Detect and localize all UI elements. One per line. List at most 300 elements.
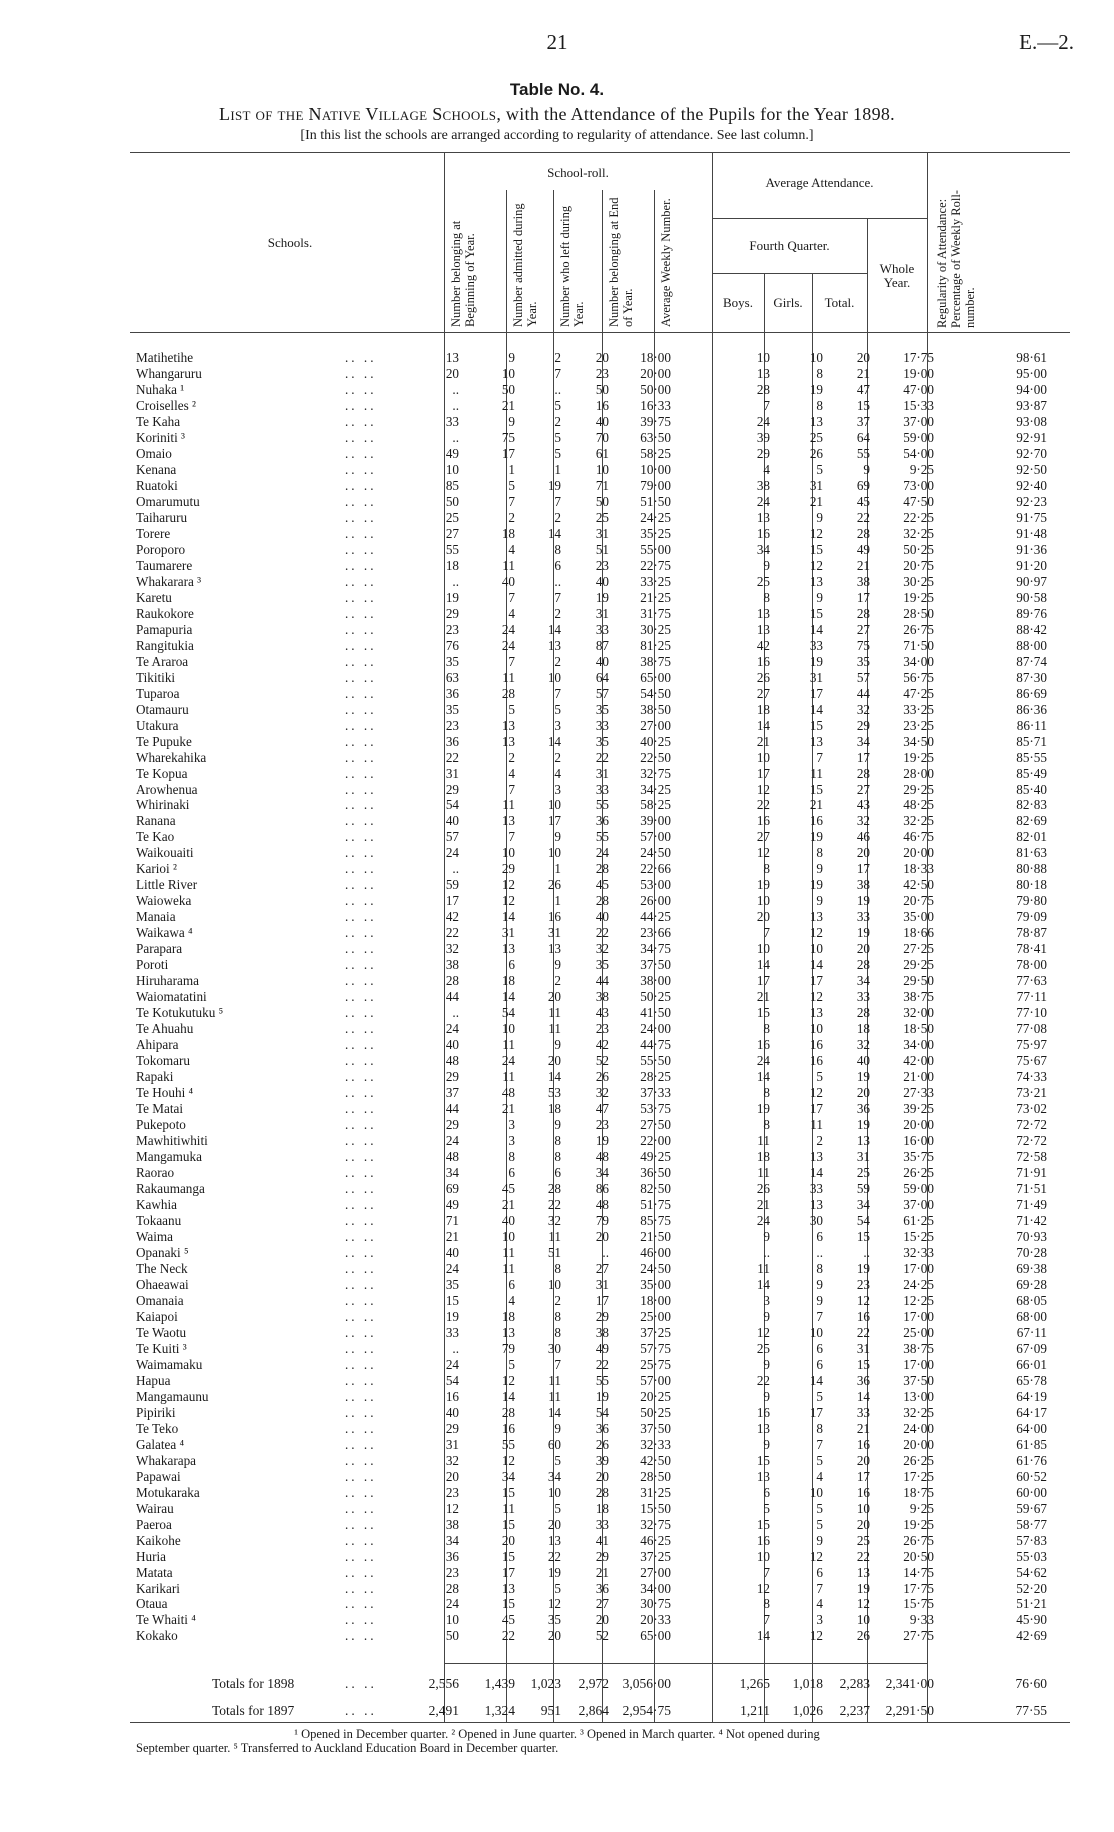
table-cell: 5: [508, 477, 515, 493]
table-cell: 24·00: [640, 1021, 671, 1037]
table-row: [0, 1181, 1114, 1197]
table-cell: 12: [809, 925, 823, 941]
table-cell: 39: [595, 1452, 609, 1468]
table-cell: 13: [809, 413, 823, 429]
table-cell: 12: [856, 1596, 870, 1612]
table-cell: 26·25: [903, 1165, 934, 1180]
table-cell: 37·33: [640, 1085, 671, 1101]
table-cell: 78·00: [1016, 957, 1047, 973]
table-cell: 21·50: [640, 1228, 671, 1244]
totals-cell: 2,556: [428, 1676, 459, 1691]
school-name: Waioweka: [136, 893, 192, 909]
table-cell: 10: [809, 1324, 823, 1340]
table-cell: 13: [756, 366, 770, 381]
table-cell: 55: [856, 445, 870, 461]
table-cell: 32: [856, 813, 870, 829]
table-cell: 4: [508, 541, 515, 557]
table-cell: 36: [445, 733, 459, 749]
table-cell: 91·48: [1016, 525, 1047, 541]
table-row: [0, 861, 1114, 877]
table-cell: 22: [595, 1356, 609, 1372]
table-row: [0, 718, 1114, 734]
table-cell: 19·25: [903, 749, 934, 765]
table-cell: 59: [856, 1181, 870, 1196]
table-cell: 32: [856, 701, 870, 717]
table-row: [0, 957, 1114, 973]
table-cell: 33: [595, 621, 609, 637]
table-cell: 15·75: [903, 1596, 934, 1612]
table-cell: 40: [595, 573, 609, 589]
table-cell: 20: [547, 989, 561, 1005]
table-cell: 31: [595, 605, 609, 621]
table-row: [0, 462, 1114, 478]
table-cell: 12: [809, 1085, 823, 1101]
table-row: [0, 1357, 1114, 1373]
table-cell: 20: [756, 909, 770, 925]
table-row: [0, 1612, 1114, 1628]
table-row: [0, 1421, 1114, 1437]
table-cell: 15: [756, 1452, 770, 1468]
table-cell: 37·50: [903, 1372, 934, 1388]
table-cell: 67·09: [1016, 1340, 1047, 1356]
table-cell: 14: [547, 1404, 561, 1420]
table-cell: 55·03: [1016, 1548, 1047, 1564]
table-cell: 16: [445, 1388, 459, 1404]
table-cell: 11: [502, 557, 515, 573]
table-row: [0, 1341, 1114, 1357]
school-name: Poroti: [136, 957, 169, 973]
table-cell: 21: [856, 1420, 870, 1436]
school-name: Karetu: [136, 589, 172, 605]
table-cell: 27: [756, 685, 770, 701]
table-cell: 22: [856, 509, 870, 525]
header-boys: Boys.: [723, 295, 753, 310]
table-cell: 9: [763, 1356, 770, 1372]
leader-dots: .. ..: [345, 749, 377, 765]
leader-dots: .. ..: [345, 989, 377, 1005]
table-cell: 15·25: [903, 1228, 934, 1244]
leader-dots: .. ..: [345, 1372, 377, 1388]
table-row: [0, 1469, 1114, 1485]
header-number-admitted: Number admitted during Year.: [511, 203, 539, 327]
table-cell: 22: [547, 1196, 561, 1212]
school-name: Te Kuiti ³: [136, 1340, 187, 1356]
table-cell: 24·25: [640, 509, 671, 525]
table-cell: 15·50: [640, 1500, 671, 1516]
table-cell: 28·25: [640, 1069, 671, 1085]
table-cell: 30: [547, 1340, 561, 1356]
table-cell: 10: [809, 1021, 823, 1037]
header-bottom-rule: [130, 332, 1070, 333]
leader-dots: .. ..: [345, 1021, 377, 1037]
table-cell: 21·00: [903, 1069, 934, 1085]
table-cell: 43: [595, 1005, 609, 1021]
table-cell: 8: [554, 1308, 561, 1324]
table-cell: ..: [452, 1340, 459, 1356]
table-cell: 12: [501, 1372, 515, 1388]
table-cell: 14: [856, 1388, 870, 1404]
school-name: Utakura: [136, 717, 179, 733]
table-cell: 13·00: [903, 1388, 934, 1404]
table-cell: 33: [809, 1181, 823, 1196]
header-number-end: Number belonging at End of Year.: [607, 197, 635, 327]
table-cell: 15: [501, 1484, 515, 1500]
table-cell: 9·25: [909, 1500, 934, 1516]
table-cell: 20: [547, 1053, 561, 1069]
table-cell: 4: [508, 605, 515, 621]
school-name: Te Kao: [136, 829, 175, 845]
table-cell: 75: [501, 429, 515, 445]
table-subtitle: [0, 104, 1114, 125]
table-cell: 44: [445, 1101, 459, 1117]
table-cell: 4: [816, 1468, 823, 1484]
table-cell: 9: [508, 350, 515, 365]
totals-cell: 1,439: [484, 1676, 515, 1691]
table-cell: 10: [547, 1276, 561, 1292]
table-row: [0, 1149, 1114, 1165]
table-cell: 19: [595, 589, 609, 605]
table-cell: 31·75: [640, 605, 671, 621]
table-cell: 82·50: [640, 1181, 671, 1196]
table-cell: 23: [595, 557, 609, 573]
table-cell: 4: [508, 1292, 515, 1308]
table-cell: 35: [547, 1612, 561, 1628]
table-cell: 22: [756, 797, 770, 813]
table-cell: 16: [756, 525, 770, 541]
table-cell: 45·90: [1016, 1612, 1047, 1628]
table-cell: 22·75: [640, 557, 671, 573]
table-cell: 26: [856, 1628, 870, 1644]
arrangement-note: [In this list the schools are arranged according to regularity of attendance. See last column.]: [300, 128, 814, 143]
table-cell: 19: [756, 877, 770, 893]
totals-cell: 3,056·00: [622, 1676, 671, 1691]
totals-cell: 2,954·75: [622, 1703, 671, 1718]
header-number-left: Number who left during Year.: [558, 205, 586, 327]
table-cell: 37·50: [640, 1420, 671, 1436]
table-cell: 31: [856, 1340, 870, 1356]
table-cell: 28·50: [903, 605, 934, 621]
table-cell: 30·75: [640, 1596, 671, 1612]
leader-dots: .. ..: [345, 1612, 377, 1628]
table-cell: 33·25: [903, 701, 934, 717]
table-cell: 16: [595, 397, 609, 413]
totals-row: [0, 1675, 1114, 1693]
table-cell: 9·33: [909, 1612, 934, 1628]
totals-cell: 1,265: [739, 1676, 770, 1691]
table-cell: 16: [756, 1532, 770, 1548]
table-cell: 6: [508, 1165, 515, 1180]
table-cell: 18: [756, 701, 770, 717]
table-cell: 11: [502, 1069, 515, 1085]
table-cell: 33: [445, 1324, 459, 1340]
table-cell: 27: [595, 1596, 609, 1612]
table-row: [0, 1261, 1114, 1277]
table-cell: 28: [501, 685, 515, 701]
table-cell: 33: [595, 717, 609, 733]
table-cell: 57: [595, 685, 609, 701]
table-cell: ..: [452, 397, 459, 413]
table-cell: 86·36: [1016, 701, 1047, 717]
table-cell: 22·25: [903, 509, 934, 525]
table-cell: 32: [445, 1452, 459, 1468]
table-cell: 29: [595, 1308, 609, 1324]
table-cell: 26: [595, 1436, 609, 1452]
table-cell: 30: [809, 1212, 823, 1228]
table-cell: 2: [554, 413, 561, 429]
table-cell: 19·25: [903, 1516, 934, 1532]
table-cell: 11: [502, 1244, 515, 1260]
table-cell: 19·00: [903, 366, 934, 381]
table-cell: 55·00: [640, 541, 671, 557]
table-cell: 10: [809, 350, 823, 365]
leader-dots: .. ..: [345, 1564, 377, 1580]
table-cell: 57·83: [1016, 1532, 1047, 1548]
table-cell: 34·50: [903, 733, 934, 749]
table-cell: 24: [445, 1021, 459, 1037]
table-cell: 5: [816, 1516, 823, 1532]
table-cell: 32: [595, 1085, 609, 1101]
leader-dots: .. ..: [345, 877, 377, 893]
table-cell: 21: [501, 1101, 515, 1117]
table-cell: 95·00: [1016, 366, 1047, 381]
leader-dots: .. ..: [345, 350, 377, 365]
table-cell: 54·62: [1016, 1564, 1047, 1580]
table-cell: 2: [554, 350, 561, 365]
table-cell: 82·01: [1016, 829, 1047, 845]
table-cell: 34: [756, 541, 770, 557]
leader-dots: .. ..: [345, 605, 377, 621]
header-whole-year: Whole Year.: [879, 261, 915, 290]
leader-dots: .. ..: [345, 1532, 377, 1548]
table-cell: 22: [595, 925, 609, 941]
table-cell: 3: [816, 1612, 823, 1628]
table-cell: 70: [595, 429, 609, 445]
table-cell: 28: [595, 893, 609, 909]
table-cell: 34: [856, 733, 870, 749]
table-cell: 20·00: [903, 1117, 934, 1132]
table-cell: 13: [501, 717, 515, 733]
table-cell: 5: [554, 1580, 561, 1596]
table-cell: 50: [445, 1628, 459, 1644]
table-cell: 32·75: [640, 1516, 671, 1532]
table-title: Table No. 4.: [509, 80, 605, 99]
table-row: [0, 797, 1114, 813]
leader-dots: .. ..: [345, 765, 377, 781]
table-cell: 21: [856, 557, 870, 573]
table-cell: 8: [763, 1085, 770, 1101]
table-cell: 98·61: [1016, 350, 1047, 365]
table-row: [0, 1565, 1114, 1581]
table-cell: 13: [756, 605, 770, 621]
table-cell: 17: [809, 1404, 823, 1420]
leader-dots: .. ..: [345, 1436, 377, 1452]
school-name: Raorao: [136, 1165, 175, 1180]
school-name: Karioi ²: [136, 861, 177, 877]
table-cell: 10: [756, 1548, 770, 1564]
table-cell: 19: [856, 1069, 870, 1085]
table-cell: 87·74: [1016, 653, 1047, 669]
table-cell: 32·33: [640, 1436, 671, 1452]
table-cell: 69·38: [1016, 1260, 1047, 1276]
table-cell: 9·25: [909, 461, 934, 477]
table-row: [0, 845, 1114, 861]
table-cell: 11: [810, 765, 823, 781]
table-cell: 13: [501, 941, 515, 957]
table-cell: 11: [548, 1372, 561, 1388]
table-cell: 75·67: [1016, 1053, 1047, 1069]
leader-dots: .. ..: [345, 1117, 377, 1132]
table-cell: 50: [595, 382, 609, 397]
leader-dots: .. ..: [345, 829, 377, 845]
table-cell: 14: [809, 1372, 823, 1388]
table-cell: 90·97: [1016, 573, 1047, 589]
table-cell: 3: [554, 717, 561, 733]
table-cell: 38·75: [640, 653, 671, 669]
table-cell: 34: [595, 1165, 609, 1180]
table-cell: 48: [501, 1085, 515, 1101]
table-cell: 69: [856, 477, 870, 493]
table-cell: 9: [763, 1388, 770, 1404]
table-cell: 24: [756, 1212, 770, 1228]
table-cell: 35: [445, 701, 459, 717]
table-row: [0, 877, 1114, 893]
subtitle-schools: Schools: [432, 104, 497, 124]
table-cell: 38: [445, 1516, 459, 1532]
table-cell: 22·50: [640, 749, 671, 765]
table-cell: 50: [501, 382, 515, 397]
table-cell: 27·33: [903, 1085, 934, 1101]
table-row: [0, 1389, 1114, 1405]
table-cell: 40: [445, 1244, 459, 1260]
table-cell: 7: [554, 589, 561, 605]
table-cell: 11: [548, 1228, 561, 1244]
table-cell: 53·00: [640, 877, 671, 893]
table-cell: 34: [445, 1165, 459, 1180]
header-girls: Girls.: [773, 295, 803, 310]
table-cell: 7: [554, 685, 561, 701]
table-cell: 85·71: [1016, 733, 1047, 749]
table-cell: 13: [809, 1149, 823, 1164]
table-row: [0, 414, 1114, 430]
table-cell: 17·00: [903, 1308, 934, 1324]
table-cell: 85·75: [640, 1212, 671, 1228]
table-cell: 38·75: [903, 1340, 934, 1356]
school-name: Ahipara: [136, 1037, 179, 1053]
leader-dots: .. ..: [345, 413, 377, 429]
table-cell: 17: [595, 1292, 609, 1308]
table-cell: 4: [763, 461, 770, 477]
school-name: Whakarapa: [136, 1452, 197, 1468]
table-cell: 12: [501, 877, 515, 893]
table-cell: 42·00: [903, 1053, 934, 1069]
table-cell: 20: [547, 1628, 561, 1644]
leader-dots: .. ..: [345, 1053, 377, 1069]
school-name: Karikari: [136, 1580, 180, 1596]
table-cell: 80·18: [1016, 877, 1047, 893]
table-cell: 8: [554, 1324, 561, 1340]
leader-dots: .. ..: [345, 509, 377, 525]
table-cell: 37·50: [640, 957, 671, 973]
table-row: [0, 494, 1114, 510]
leader-dots: .. ..: [345, 1484, 377, 1500]
table-cell: 45: [856, 493, 870, 509]
table-cell: 11: [548, 1021, 561, 1037]
leader-dots: .. ..: [345, 1703, 377, 1718]
table-cell: 34: [445, 1532, 459, 1548]
table-cell: 5: [816, 1452, 823, 1468]
table-cell: 25·00: [903, 1324, 934, 1340]
table-cell: 57: [445, 829, 459, 845]
school-name: Opanaki ⁵: [136, 1244, 189, 1260]
table-cell: 16: [756, 813, 770, 829]
table-cell: 25: [595, 509, 609, 525]
table-cell: 14: [809, 1165, 823, 1180]
table-cell: ..: [452, 429, 459, 445]
table-cell: 48: [595, 1196, 609, 1212]
leader-dots: .. ..: [345, 366, 377, 381]
table-cell: 23: [445, 1564, 459, 1580]
table-cell: 28·00: [903, 765, 934, 781]
table-cell: 10: [809, 941, 823, 957]
table-cell: 8: [508, 1149, 515, 1164]
table-cell: 32·00: [903, 1005, 934, 1021]
school-name: Poroporo: [136, 541, 186, 557]
table-row: [0, 813, 1114, 829]
table-cell: 20: [595, 1612, 609, 1628]
table-cell: 17: [856, 589, 870, 605]
table-cell: 86·69: [1016, 685, 1047, 701]
table-cell: 14: [809, 621, 823, 637]
table-cell: 46·25: [640, 1532, 671, 1548]
table-cell: 29: [445, 1069, 459, 1085]
table-cell: 77·10: [1016, 1005, 1047, 1021]
table-cell: 18: [756, 1149, 770, 1164]
table-cell: 33: [595, 781, 609, 797]
table-cell: 38: [445, 957, 459, 973]
table-cell: 38·00: [640, 973, 671, 989]
totals-cell: 76·60: [1015, 1676, 1047, 1691]
table-cell: 31: [547, 925, 561, 941]
table-cell: 15: [809, 781, 823, 797]
school-name: Omanaia: [136, 1292, 184, 1308]
school-name: Papawai: [136, 1468, 181, 1484]
leader-dots: .. ..: [345, 1596, 377, 1612]
table-cell: 1: [554, 461, 561, 477]
table-cell: 19·25: [903, 589, 934, 605]
table-row: [0, 1133, 1114, 1149]
leader-dots: .. ..: [345, 637, 377, 653]
table-cell: 12: [501, 1452, 515, 1468]
table-cell: 38: [756, 477, 770, 493]
leader-dots: .. ..: [345, 717, 377, 733]
table-cell: 22: [547, 1548, 561, 1564]
table-cell: 66·01: [1016, 1356, 1047, 1372]
table-cell: 19: [547, 1564, 561, 1580]
table-cell: 15: [856, 397, 870, 413]
table-cell: 87: [595, 637, 609, 653]
school-name: Nuhaka ¹: [136, 382, 185, 397]
footnote-line-1: ¹ Opened in December quarter. ² Opened in June quarter. ³ Opened in March quarter. ⁴ Not opened during: [294, 1727, 820, 1741]
school-name: Te Waotu: [136, 1324, 187, 1340]
table-cell: 45: [595, 877, 609, 893]
table-cell: 22·00: [640, 1133, 671, 1148]
table-row: [0, 782, 1114, 798]
table-cell: ..: [554, 573, 561, 589]
table-cell: 87·30: [1016, 669, 1047, 685]
table-row: [0, 925, 1114, 941]
table-cell: 20: [445, 1468, 459, 1484]
school-name: Parapara: [136, 941, 183, 957]
